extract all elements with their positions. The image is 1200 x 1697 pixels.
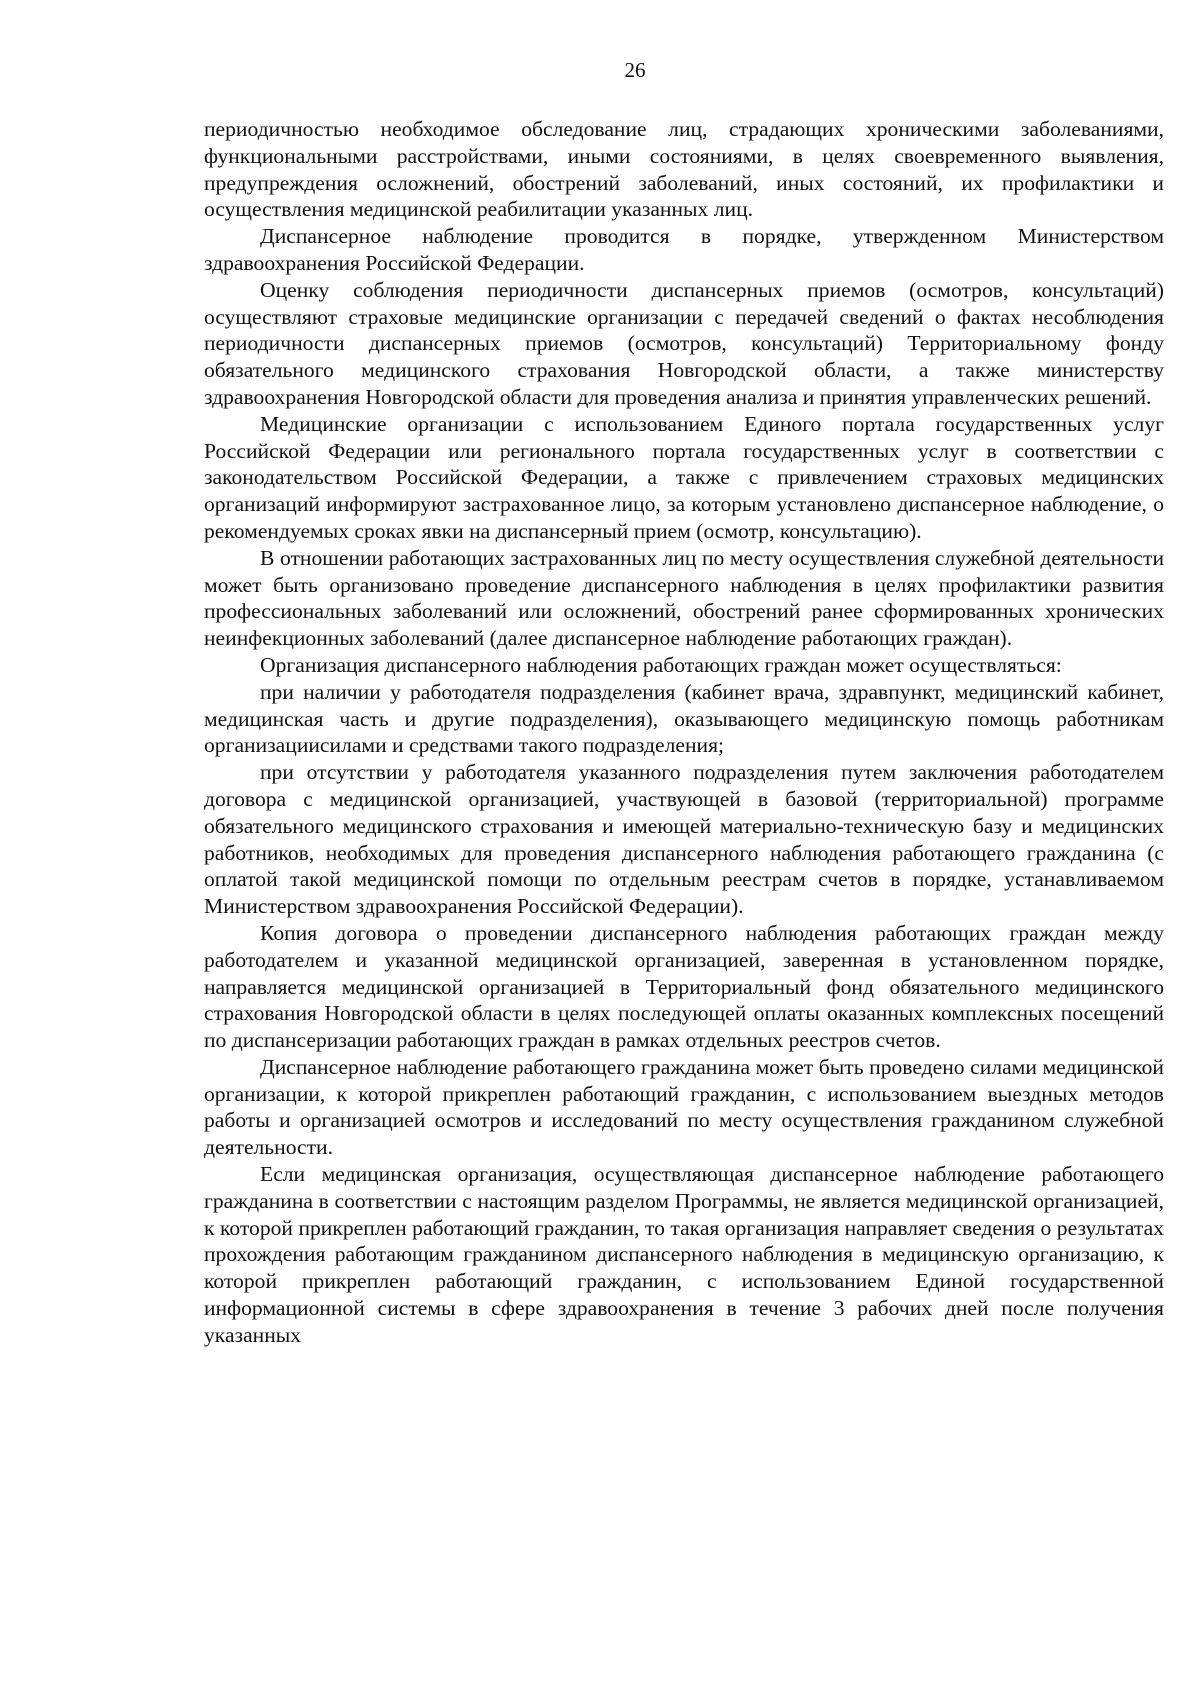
paragraph: В отношении работающих застрахованных лиц по месту осуществления служебной деятельности может быть организовано проведение диспансерного наблюдения в целях профилактики развития профессиональных заболеваний или осложнений, обострений ранее сформированных хронических неинфекционных заболеваний (далее диспансерное наблюдение работающих граждан). [204, 545, 1164, 651]
page-number: 26 [624, 58, 646, 82]
paragraph: Диспансерное наблюдение работающего гражданина может быть проведено силами медицинской организации, к которой прикреплен работающий гражданин, с использованием выездных методов работы и организацией осмотров и исследований по месту осуществления гражданином служебной деятельности. [204, 1054, 1164, 1160]
document-body [204, 116, 1164, 1349]
list-paragraph: при отсутствии у работодателя указанного подразделения путем заключения работодателем договора с медицинской организацией, участвующей в базовой (территориальной) программе обязательного медицинского страхования и имеющей материально-техническую базу и медицинских работников, необходимых для проведения диспансерного наблюдения работающего гражданина (с оплатой такой медицинской помощи по отдельным реестрам счетов в порядке, устанавливаемом Министерством здравоохранения Российской Федерации). [204, 760, 1164, 919]
paragraph: Организация диспансерного наблюдения работающих граждан может осуществляться: [260, 652, 1062, 677]
paragraph: Медицинские организации с использованием Единого портала государственных услуг Российской Федерации или регионального портала государственных услуг в соответствии с законодательством Российской Федерации, а также с привлечением страховых медицинских организаций информируют застрахованное лицо, за которым установлено диспансерное наблюдение, о рекомендуемых сроках явки на диспансерный прием (осмотр, консультацию). [204, 411, 1164, 543]
paragraph: Если медицинская организация, осуществляющая диспансерное наблюдение работающего гражданина в соответствии с настоящим разделом Программы, не является медицинской организацией, к которой прикреплен работающий гражданин, то такая организация направляет сведения о результатах прохождения работающим гражданином диспансерного наблюдения в медицинскую организацию, к которой прикреплен работающий гражданин, с использованием Единой государственной информационной системы в сфере здравоохранения в течение 3 рабочих дней после получения указанных [204, 1162, 1164, 1347]
list-paragraph: при наличии у работодателя подразделения (кабинет врача, здравпункт, медицинский кабинет, медицинская часть и другие подразделения), оказывающего медицинскую помощь работникам организацииcилами и средствами такого подразделения; [204, 679, 1164, 758]
paragraph: Диспансерное наблюдение проводится в порядке, утвержденном Министерством здравоохранения Российской Федерации. [204, 224, 1164, 275]
paragraph: Копия договора о проведении диспансерного наблюдения работающих граждан между работодателем и указанной медицинской организацией, заверенная в установленном порядке, направляется медицинской организацией в Территориальный фонд обязательного медицинского страхования Новгородской области в целях последующей оплаты оказанных комплексных посещений по диспансеризации работающих граждан в рамках отдельных реестров счетов. [204, 920, 1164, 1053]
paragraph-continuation: периодичностью необходимое обследование лиц, страдающих хроническими заболеваниями, функциональными расстройствами, иными состояниями, в целях своевременного выявления, предупреждения осложнений, обострений заболеваний, иных состояний, их профилактики и осуществления медицинской реабилитации указанных лиц. [204, 117, 1164, 222]
paragraph: Оценку соблюдения периодичности диспансерных приемов (осмотров, консультаций) осуществляют страховые медицинские организации с передачей сведений о фактах несоблюдения периодичности диспансерных приемов (осмотров, консультаций) Территориальному фонду обязательного медицинского страхования Новгородской области, а также министерству здравоохранения Новгородской области для проведения анализа и принятия управленческих решений. [204, 277, 1164, 409]
